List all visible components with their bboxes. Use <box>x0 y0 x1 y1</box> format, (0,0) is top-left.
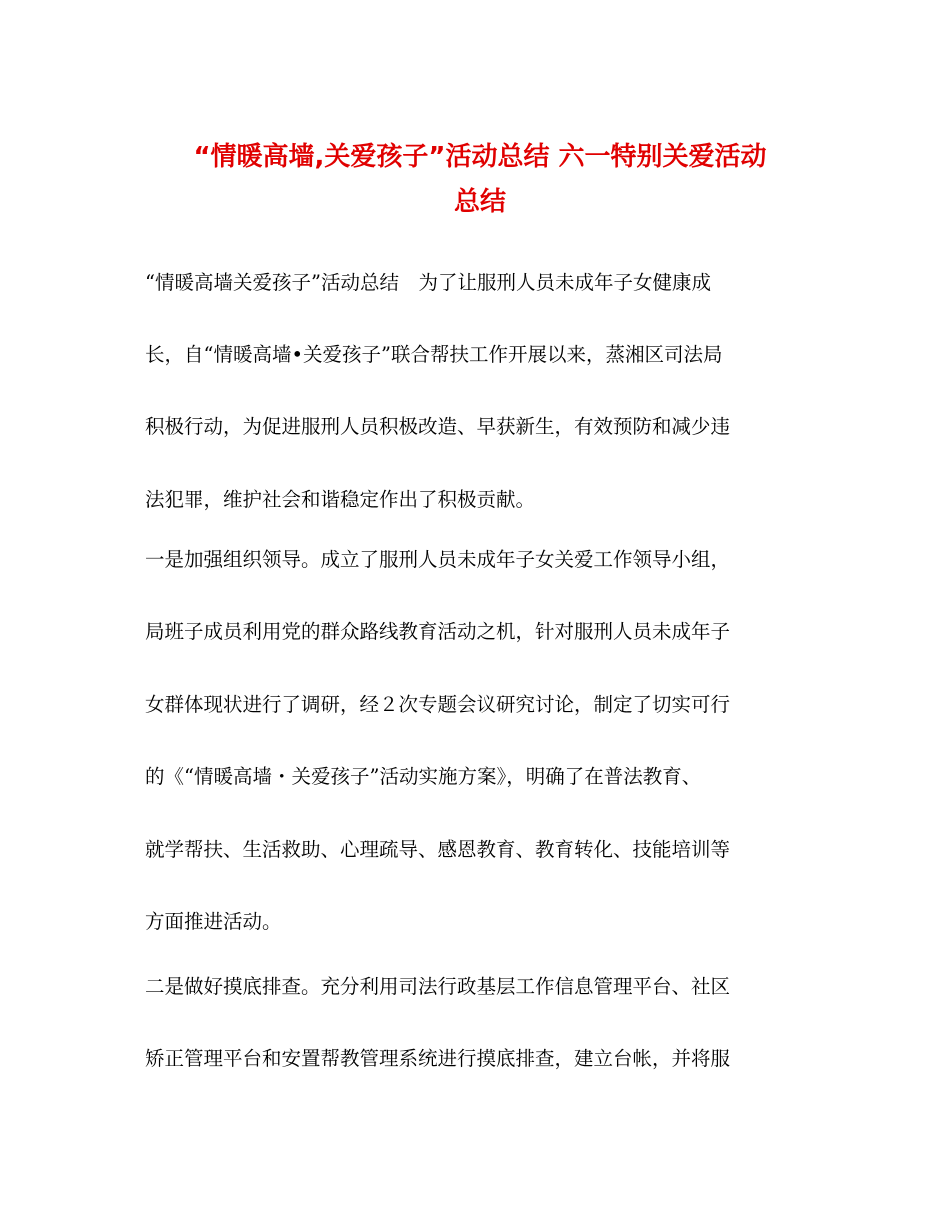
body-line-1: “情暖高墙关爱孩子”活动总结 为了让服刑人员未成年子女健康成 <box>145 271 711 294</box>
body-line-10: 方面推进活动。 <box>145 910 282 933</box>
body-line-12: 矫正管理平台和安置帮教管理系统进行摸底排查，建立台帐，并将服 <box>145 1047 731 1070</box>
body-line-4: 法犯罪，维护社会和谐稳定作出了积极贡献。 <box>145 488 536 511</box>
body-line-11: 二是做好摸底排查。充分利用司法行政基层工作信息管理平台、社区 <box>145 975 731 998</box>
body-line-3: 积极行动，为促进服刑人员积极改造、早获新生，有效预防和减少违 <box>145 415 731 438</box>
body-line-7: 女群体现状进行了调研，经２次专题会议研究讨论，制定了切实可行 <box>145 693 731 716</box>
body-line-2: 长，自“情暖高墙•关爱孩子”联合帮扶工作开展以来，蒸湘区司法局 <box>145 343 723 366</box>
document-title-line-1: “情暖高墙,关爱孩子”活动总结 六一特别关爱活动 <box>193 142 767 172</box>
document-title-line-2: 总结 <box>453 187 506 217</box>
body-line-9: 就学帮扶、生活救助、心理疏导、感恩教育、教育转化、技能培训等 <box>145 838 731 861</box>
body-line-5: 一是加强组织领导。成立了服刑人员未成年子女关爱工作领导小组， <box>145 548 731 571</box>
body-line-8: 的《“情暖高墙・关爱孩子”活动实施方案》，明确了在普法教育、 <box>145 765 702 788</box>
body-line-6: 局班子成员利用党的群众路线教育活动之机，针对服刑人员未成年子 <box>145 620 731 643</box>
